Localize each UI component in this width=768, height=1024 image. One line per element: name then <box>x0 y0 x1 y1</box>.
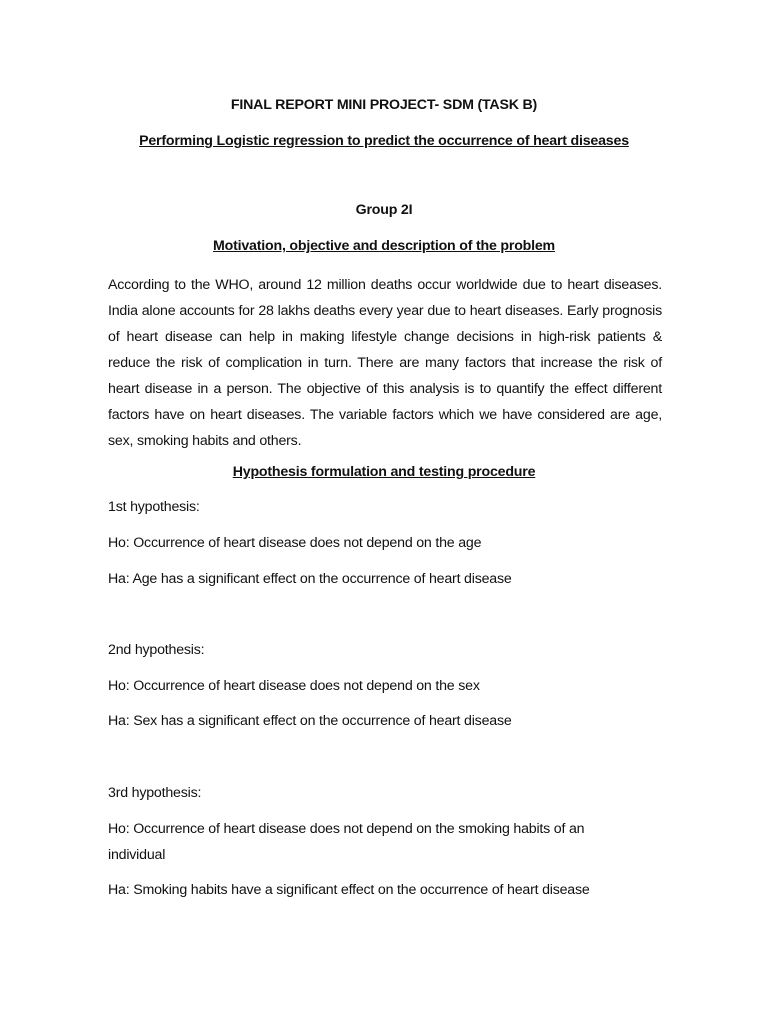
hypothesis-1-null: Ho: Occurrence of heart disease does not depend on the age <box>108 535 482 551</box>
hypothesis-1-label: 1st hypothesis: <box>108 499 200 515</box>
hypothesis-2-alt: Ha: Sex has a significant effect on the occurrence of heart disease <box>108 713 512 729</box>
group-name: Group 2I <box>355 202 413 218</box>
section-heading-hypothesis: Hypothesis formulation and testing procedure <box>232 464 536 480</box>
hypothesis-3-alt: Ha: Smoking habits have a significant effect on the occurrence of heart disease <box>108 882 590 898</box>
motivation-paragraph: According to the WHO, around 12 million deaths occur worldwide due to heart diseases. India alone accounts for 28 lakhs deaths every year due to heart diseases. Early prognosis of heart disease can help in making lifestyle change decisions in high-risk patients & reduce the risk of complication in turn. There are many factors that increase the risk of heart disease in a person. The objective of this analysis is to quantify the effect different factors have on heart diseases. The variable factors which we have considered are age, sex, smoking habits and others. <box>108 277 662 449</box>
hypothesis-2-null: Ho: Occurrence of heart disease does not depend on the sex <box>108 678 480 694</box>
hypothesis-3-label: 3rd hypothesis: <box>108 785 202 801</box>
section-heading-motivation: Motivation, objective and description of the problem <box>213 238 555 254</box>
hypothesis-3-null: Ho: Occurrence of heart disease does not depend on the smoking habits of an <box>108 821 585 837</box>
document-title: FINAL REPORT MINI PROJECT- SDM (TASK B) <box>230 97 538 113</box>
hypothesis-2-label: 2nd hypothesis: <box>108 642 205 658</box>
hypothesis-3-null-cont: individual <box>108 847 166 863</box>
hypothesis-1-alt: Ha: Age has a significant effect on the occurrence of heart disease <box>108 571 512 587</box>
document-subtitle: Performing Logistic regression to predict the occurrence of heart diseases <box>139 133 629 149</box>
